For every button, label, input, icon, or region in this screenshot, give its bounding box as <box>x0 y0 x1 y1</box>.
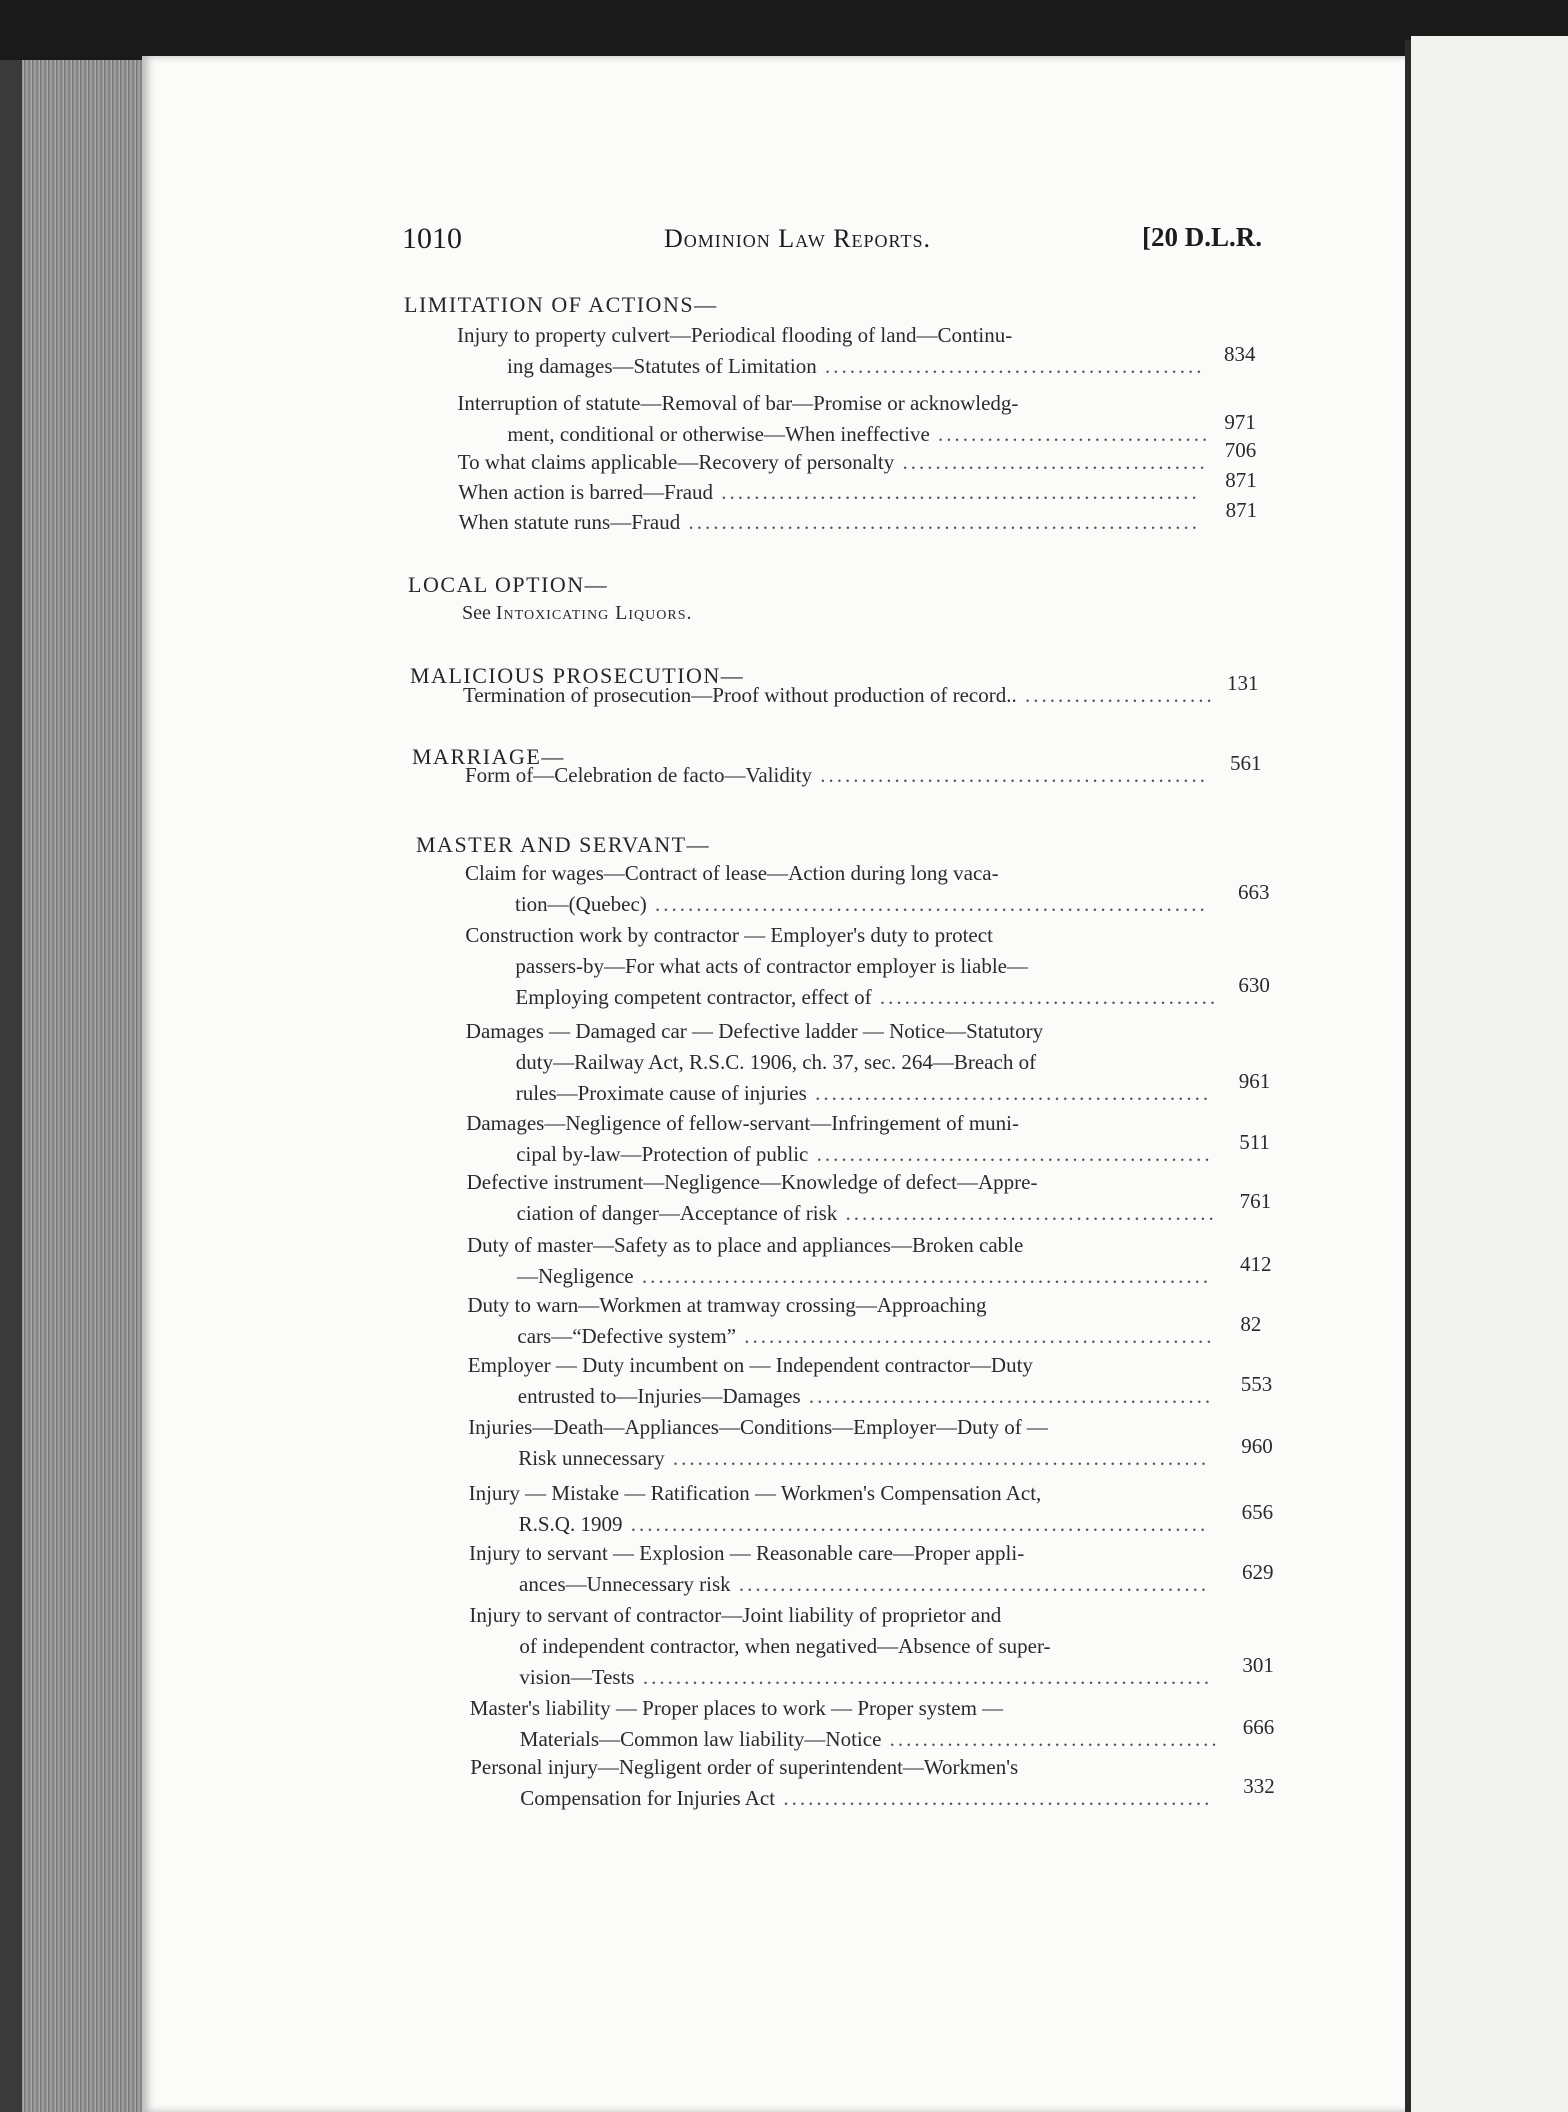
section-heading: LOCAL OPTION— <box>408 572 609 597</box>
page-reference: 412 <box>1240 1252 1272 1276</box>
entry-text: When statute runs—Fraud <box>458 510 681 534</box>
entry-line <box>519 1509 1209 1540</box>
entry-text: Construction work by contractor — Employer's duty to protect <box>465 923 993 947</box>
dot-leader: ..................................................................... <box>633 1264 1212 1288</box>
entry-text: Injury to property culvert—Periodical flooding of land—Continu- <box>457 323 1013 347</box>
entry-line <box>519 1662 1212 1693</box>
volume-reference: [20 D.L.R. <box>1142 222 1262 252</box>
entry-text: Master's liability — Proper places to work — Proper system — <box>469 1696 1004 1720</box>
dot-leader: ................................. <box>929 422 1211 446</box>
entry-text: Duty of master—Safety as to place and appliances—Broken cable <box>467 1233 1024 1257</box>
entry-text: Employer — Duty incumbent on — Independent contractor—Duty <box>467 1353 1033 1377</box>
page-reference: 131 <box>1227 671 1259 695</box>
entry-text: cipal by-law—Protection of public <box>516 1142 809 1166</box>
entry-line <box>463 680 1215 711</box>
entry-text: Risk unnecessary <box>518 1446 665 1470</box>
dot-leader: ........................................ <box>881 1727 1220 1751</box>
page-reference: 663 <box>1238 880 1270 904</box>
page-reference: 301 <box>1242 1653 1274 1677</box>
dot-leader: ............................................. <box>837 1201 1217 1225</box>
entry-text: ances—Unnecessary risk <box>519 1572 731 1596</box>
page-reference: 761 <box>1239 1189 1272 1213</box>
entry-line <box>516 1139 1212 1170</box>
page-reference: 656 <box>1241 1500 1274 1524</box>
entry-line <box>466 1016 1043 1047</box>
page-reference: 553 <box>1240 1372 1273 1396</box>
section-heading: MARRIAGE— <box>412 744 565 769</box>
entry-text: Compensation for Injuries Act <box>520 1786 776 1810</box>
dot-leader: .......................................................... <box>713 480 1200 504</box>
entry-line <box>517 1198 1217 1229</box>
dot-leader: .............................................. <box>816 354 1205 378</box>
entry-text: Injury to servant — Explosion — Reasonable care—Proper appli- <box>469 1541 1025 1565</box>
entry-text: Duty to warn—Workmen at tramway crossing—Approaching <box>467 1293 987 1317</box>
entry-text: duty—Railway Act, R.S.C. 1906, ch. 37, sec. 264—Breach of <box>515 1050 1037 1074</box>
entry-text: ing damages—Statutes of Limitation <box>507 354 817 378</box>
dot-leader: ............................................... <box>812 763 1209 787</box>
entry-text: —Negligence <box>517 1264 634 1288</box>
page-reference: 630 <box>1238 973 1270 997</box>
see-prefix: See <box>462 602 496 624</box>
entry-line <box>468 1412 1048 1443</box>
entry-line <box>457 388 1018 419</box>
page-reference: 960 <box>1241 1434 1273 1458</box>
entry-line <box>458 447 1208 478</box>
entry-line <box>518 1443 1209 1474</box>
entry-text: Injuries—Death—Appliances—Conditions—Employer—Duty of — <box>468 1415 1048 1439</box>
entry-text: Form of—Celebration de facto—Validity <box>465 763 813 787</box>
entry-line <box>517 1261 1211 1292</box>
entry-text: of independent contractor, when negatived—Absence of super- <box>519 1634 1051 1658</box>
cross-reference <box>462 602 693 625</box>
dot-leader: ...................................................................... <box>622 1512 1209 1536</box>
book-spine-shadow <box>0 60 22 2112</box>
entry-text: vision—Tests <box>519 1665 635 1689</box>
entry-line <box>469 1538 1024 1569</box>
entry-text: rules—Proximate cause of injuries <box>515 1081 807 1105</box>
entry-text: Defective instrument—Negligence—Knowledge of defect—Appre- <box>466 1170 1038 1194</box>
dot-leader: ................................................ <box>808 1142 1213 1166</box>
entry-text: To what claims applicable—Recovery of personalty <box>457 450 895 474</box>
dot-leader: ....................... <box>1016 683 1215 707</box>
entry-line <box>457 320 1012 351</box>
dot-leader: ..................................... <box>894 450 1208 474</box>
entry-line <box>465 760 1208 791</box>
entry-line <box>468 1350 1033 1381</box>
entry-line <box>517 1321 1214 1352</box>
page-reference: 82 <box>1240 1312 1262 1336</box>
page-number: 1010 <box>402 222 462 255</box>
entry-text: tion—(Quebec) <box>515 892 647 916</box>
entry-text: Employing competent contractor, effect of <box>515 985 872 1009</box>
page-reference: 666 <box>1242 1715 1275 1739</box>
entry-text: Claim for wages—Contract of lease—Action during long vaca- <box>465 861 999 885</box>
dot-leader: ................................................................... <box>646 892 1208 916</box>
entry-text: entrusted to—Injuries—Damages <box>517 1384 801 1408</box>
page-reference: 871 <box>1225 498 1258 522</box>
entry-line <box>515 951 1028 982</box>
page-reference: 511 <box>1239 1130 1270 1154</box>
section-heading: MASTER AND SERVANT— <box>416 832 711 857</box>
entry-line <box>520 1724 1220 1755</box>
entry-text: Termination of prosecution—Proof without production of record.. <box>463 683 1017 707</box>
dot-leader: .............................................................. <box>680 510 1200 534</box>
entry-text: ment, conditional or otherwise—When ineffective <box>507 422 930 446</box>
see-target: Intoxicating Liquors. <box>495 602 693 624</box>
page-reference: 561 <box>1230 751 1262 775</box>
entry-line <box>518 1381 1213 1412</box>
page-reference: 706 <box>1224 438 1257 462</box>
dot-leader: ................................................. <box>800 1384 1214 1408</box>
entry-line <box>507 419 1210 450</box>
entry-text: ciation of danger—Acceptance of risk <box>516 1201 838 1225</box>
entry-text: Injury — Mistake — Ratification — Workmen's Compensation Act, <box>468 1481 1042 1505</box>
entry-line <box>515 982 1218 1013</box>
entry-line <box>516 1047 1036 1078</box>
entry-line <box>519 1631 1050 1662</box>
entry-line <box>519 1569 1209 1600</box>
entry-line <box>465 858 999 889</box>
dot-leader: .................................................... <box>775 1786 1213 1810</box>
entry-text: Materials—Common law liability—Notice <box>519 1727 882 1751</box>
dot-leader: ......................................................... <box>730 1572 1210 1596</box>
page-reference: 961 <box>1238 1069 1271 1093</box>
dot-leader: ......................................................... <box>736 1324 1215 1348</box>
entry-line <box>465 920 993 951</box>
entry-text: cars—“Defective system” <box>517 1324 737 1348</box>
section-heading: MALICIOUS PROSECUTION— <box>410 663 745 688</box>
dot-leader: ..................................................................... <box>634 1665 1213 1689</box>
entry-line <box>466 1108 1019 1139</box>
entry-line <box>515 889 1208 920</box>
page-reference: 834 <box>1224 342 1256 366</box>
page-reference: 971 <box>1224 410 1256 434</box>
entry-line <box>507 351 1204 382</box>
entry-line <box>458 477 1200 508</box>
dot-leader: ................................................ <box>806 1081 1212 1105</box>
entry-line <box>470 1693 1003 1724</box>
page-reference: 871 <box>1225 468 1257 492</box>
entry-text: passers-by—For what acts of contractor employer is liable— <box>515 954 1028 978</box>
entry-text: Personal injury—Negligent order of superintendent—Workmen's <box>470 1755 1019 1779</box>
entry-text: Damages—Negligence of fellow-servant—Infringement of muni- <box>466 1111 1019 1135</box>
entry-text: R.S.Q. 1909 <box>518 1512 623 1536</box>
running-title: Dominion Law Reports. <box>664 224 931 253</box>
entry-line <box>469 1478 1042 1509</box>
entry-line <box>467 1230 1023 1261</box>
running-head <box>402 222 1262 262</box>
entry-text: Injury to servant of contractor—Joint liability of proprietor and <box>469 1603 1002 1627</box>
dot-leader: ................................................................. <box>664 1446 1210 1470</box>
entry-line <box>470 1752 1018 1783</box>
page-reference: 629 <box>1242 1560 1274 1584</box>
entry-line <box>520 1783 1212 1814</box>
entry-line <box>467 1290 986 1321</box>
entry-text: When action is barred—Fraud <box>458 480 714 504</box>
entry-line <box>516 1078 1211 1109</box>
entry-line <box>467 1167 1038 1198</box>
facing-page <box>1411 36 1568 2112</box>
section-heading: LIMITATION OF ACTIONS— <box>404 292 718 317</box>
dot-leader: ......................................... <box>871 985 1219 1009</box>
entry-line <box>469 1600 1001 1631</box>
entry-line <box>459 507 1200 538</box>
entry-text: Interruption of statute—Removal of bar—Promise or acknowledg- <box>457 391 1019 415</box>
entry-text: Damages — Damaged car — Defective ladder — Notice—Statutory <box>465 1019 1044 1043</box>
page-reference: 332 <box>1243 1774 1275 1798</box>
